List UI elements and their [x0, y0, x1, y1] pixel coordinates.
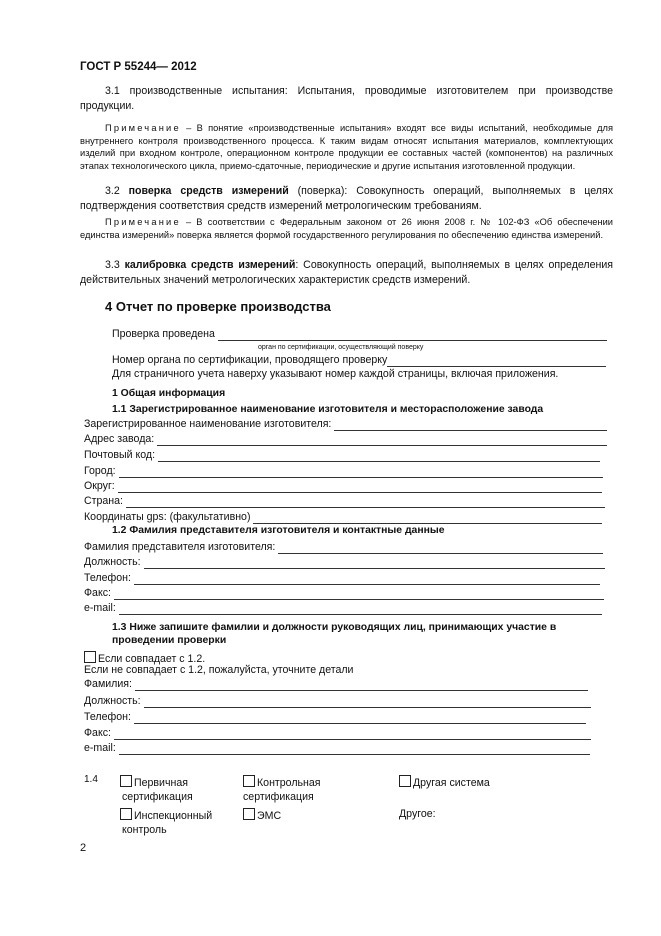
field-district[interactable]: Округ: [84, 480, 602, 493]
field-city[interactable]: Город: [84, 465, 603, 478]
field-lead-position[interactable]: Должность: [84, 695, 591, 708]
body-number-field[interactable]: Номер органа по сертификации, проводящего проверку [112, 354, 606, 367]
option-initial-certification-line2: сертификация [122, 791, 193, 803]
checkbox[interactable] [120, 808, 132, 820]
field-lead-phone[interactable]: Телефон: [84, 711, 586, 724]
option-control-certification[interactable]: Контрольная [243, 775, 321, 789]
section-4-title: 4 Отчет по проверке производства [105, 299, 331, 314]
other-label: Другое: [399, 808, 436, 820]
field-lead-name[interactable]: Фамилия: [84, 678, 588, 691]
option-initial-certification[interactable]: Первичная [120, 775, 188, 789]
field-rep-fax[interactable]: Факс: [84, 587, 604, 600]
section-1-3-title-line2: проведении проверки [112, 635, 227, 646]
field-lead-email[interactable]: e-mail: [84, 742, 590, 755]
same-as-1-2-option[interactable]: Если совпадает с 1.2. [84, 651, 205, 665]
page-note: Для страничного учета наверху указывают номер каждой страницы, включая приложения. [112, 368, 559, 380]
page-number: 2 [80, 842, 87, 854]
checkbox[interactable] [84, 651, 96, 663]
field-rep-email[interactable]: e-mail: [84, 602, 602, 615]
option-control-certification-line2: сертификация [243, 791, 314, 803]
checkbox[interactable] [243, 775, 255, 787]
option-other-system[interactable]: Другая система [399, 775, 490, 789]
field-country[interactable]: Страна: [84, 495, 605, 508]
general-info-title: 1 Общая информация [112, 388, 226, 399]
field-rep-phone[interactable]: Телефон: [84, 572, 600, 585]
field-plant-address[interactable]: Адрес завода: [84, 433, 607, 446]
document-header: ГОСТ Р 55244— 2012 [80, 61, 197, 73]
section-1-1-title: 1.1 Зарегистрированное наименование изготовителя и месторасположение завода [112, 404, 544, 415]
field-registered-name[interactable]: Зарегистрированное наименование изготовителя: [84, 418, 607, 431]
field-rep-position[interactable]: Должность: [84, 556, 605, 569]
checkbox[interactable] [399, 775, 411, 787]
field-rep-name[interactable]: Фамилия представителя изготовителя: [84, 541, 603, 554]
field-gps[interactable]: Координаты gps: (факультативно) [84, 511, 602, 524]
option-inspection-control-line2: контроль [122, 824, 167, 836]
section-1-4-number: 1.4 [84, 774, 98, 785]
checkbox[interactable] [243, 808, 255, 820]
not-same-note: Если не совпадает с 1.2, пожалуйста, уточните детали [84, 664, 354, 676]
option-emc[interactable]: ЭМС [243, 808, 281, 822]
field-lead-fax[interactable]: Факс: [84, 727, 591, 740]
note-2: Примечание – В соответствии с Федеральным законом от 26 июня 2008 г. № 102-ФЗ «Об обеспечении единства измерений» поверка является формой государственного регулирования по обеспечению единства измерений. [80, 217, 613, 240]
paragraph-3-1: 3.1 производственные испытания: Испытания, проводимые изготовителем при производстве продукции. [80, 85, 613, 112]
checked-by-field[interactable]: Проверка проведена [112, 328, 607, 341]
note-1: Примечание – В понятие «производственные испытания» входят все виды испытаний, необходимые для внутреннего контроля производственного процесса. К таким видам относят испытания материалов, комплектующих изделий при входном контроле, операционном контроле продукции ее составных частей (компонентов) на различных этапах технологического цикла, приемо-сдаточные, периодические и другие испытания изготовленной продукции. [80, 123, 613, 171]
section-1-3-title-line1: 1.3 Ниже запишите фамилии и должности руководящих лиц, принимающих участие в [112, 622, 557, 633]
checkbox[interactable] [120, 775, 132, 787]
field-postal-code[interactable]: Почтовый код: [84, 449, 600, 462]
checked-by-caption: орган по сертификации, осуществляющий поверку [258, 344, 424, 351]
paragraph-3-2: 3.2 поверка средств измерений (поверка): Совокупность операций, выполняемых в целях подтверждения соответствия средств измерений метрологическим требованиям. [80, 185, 613, 212]
section-1-2-title: 1.2 Фамилия представителя изготовителя и контактные данные [112, 525, 445, 536]
option-inspection-control[interactable]: Инспекционный [120, 808, 212, 822]
paragraph-3-3: 3.3 калибровка средств измерений: Совокупность операций, выполняемых в целях определения действительных значений метрологических характеристик средств измерений. [80, 259, 613, 286]
